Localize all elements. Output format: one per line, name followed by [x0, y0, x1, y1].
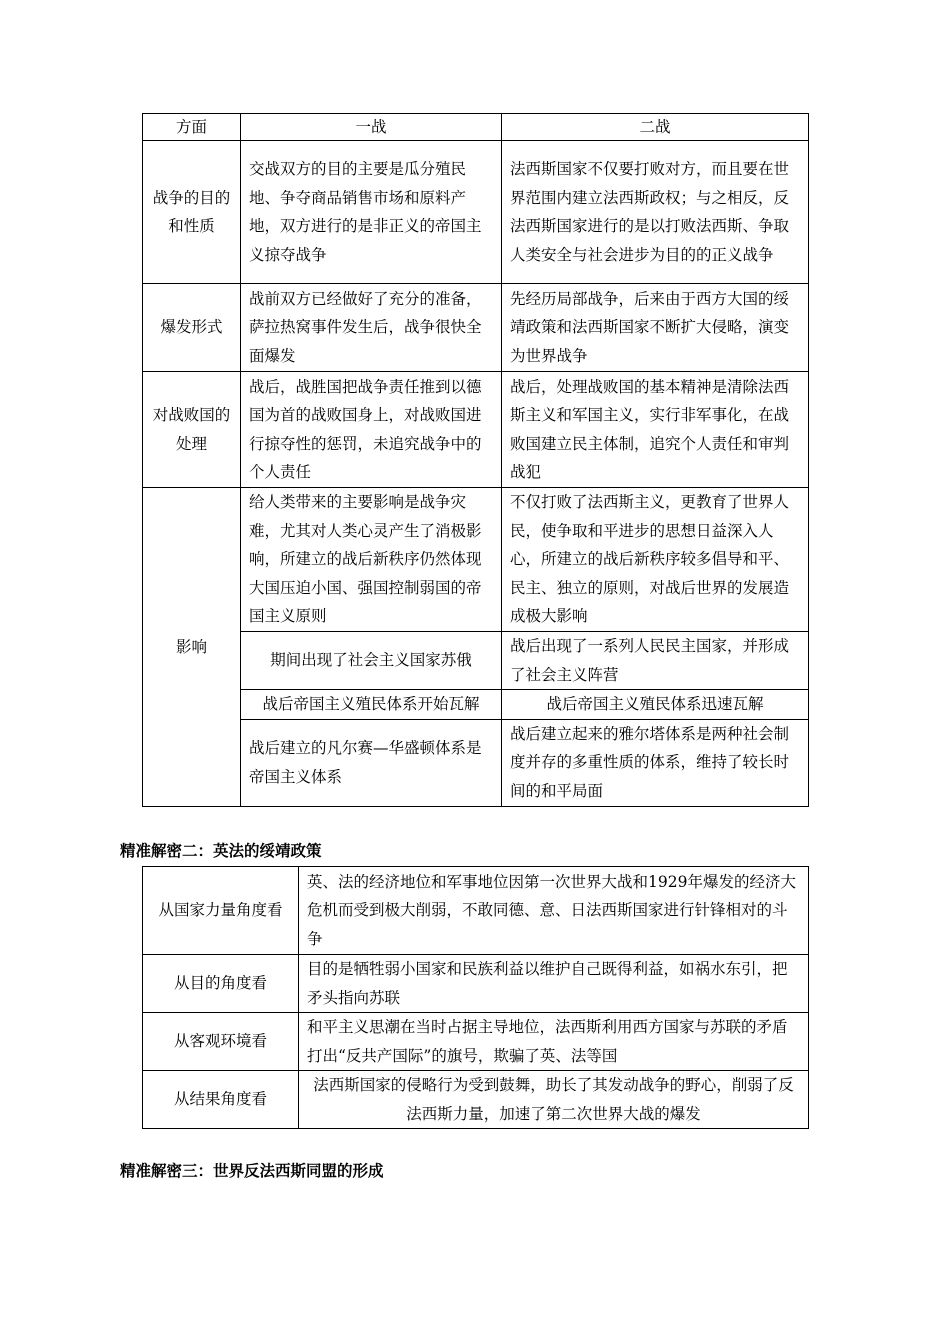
perspective-text: 和平主义思潮在当时占据主导地位，法西斯利用西方国家与苏联的矛盾打出“反共产国际”的旗号，欺骗了英、法等国 [299, 1013, 809, 1071]
header-aspect: 方面 [143, 114, 241, 141]
perspective-label: 从国家力量角度看 [143, 867, 299, 955]
table-row [143, 690, 809, 720]
ww1-cell: 给人类带来的主要影响是战争灾难，尤其对人类心灵产生了消极影响，所建立的战后新秩序仍然体现大国压迫小国、强国控制弱国的帝国主义原则 [241, 488, 502, 632]
ww2-cell: 先经历局部战争，后来由于西方大国的绥靖政策和法西斯国家不断扩大侵略，演变为世界战争 [502, 284, 809, 372]
aspect-cell: 对战败国的处理 [143, 372, 241, 488]
perspective-label: 从目的角度看 [143, 955, 299, 1013]
ww2-cell: 不仅打败了法西斯主义，更教育了世界人民，使争取和平进步的思想日益深入人心，所建立的战后新秩序较多倡导和平、民主、独立的原则，对战后世界的发展造成极大影响 [502, 488, 809, 632]
table-row [143, 719, 809, 806]
perspective-text: 法西斯国家的侵略行为受到鼓舞，助长了其发动战争的野心，削弱了反法西斯力量，加速了第二次世界大战的爆发 [299, 1071, 809, 1129]
ww1-cell: 战后帝国主义殖民体系开始瓦解 [241, 690, 502, 720]
ww1-cell: 战后建立的凡尔赛—华盛顿体系是帝国主义体系 [241, 719, 502, 806]
perspective-label: 从客观环境看 [143, 1013, 299, 1071]
ww2-cell: 法西斯国家不仅要打败对方，而且要在世界范围内建立法西斯政权；与之相反，反法西斯国家进行的是以打败法西斯、争取人类安全与社会进步为目的的正义战争 [502, 141, 809, 284]
ww1-cell: 战后，战胜国把战争责任推到以德国为首的战败国身上，对战败国进行掠夺性的惩罚，未追究战争中的个人责任 [241, 372, 502, 488]
ww1-cell: 期间出现了社会主义国家苏俄 [241, 632, 502, 690]
section-heading-appeasement: 精准解密二：英法的绥靖政策 [120, 841, 322, 860]
ww2-cell: 战后建立起来的雅尔塔体系是两种社会制度并存的多重性质的体系，维持了较长时间的和平局面 [502, 719, 809, 806]
ww2-cell: 战后出现了一系列人民民主国家，并形成了社会主义阵营 [502, 632, 809, 690]
table-row [143, 1013, 809, 1071]
table-row [143, 284, 809, 372]
section-heading-alliance: 精准解密三：世界反法西斯同盟的形成 [120, 1161, 384, 1180]
aspect-cell: 爆发形式 [143, 284, 241, 372]
ww1-cell: 交战双方的目的主要是瓜分殖民地、争夺商品销售市场和原料产地，双方进行的是非正义的帝国主义掠夺战争 [241, 141, 502, 284]
ww2-cell: 战后，处理战败国的基本精神是清除法西斯主义和军国主义，实行非军事化，在战败国建立民主体制，追究个人责任和审判战犯 [502, 372, 809, 488]
header-ww1: 一战 [241, 114, 502, 141]
table-header-row [143, 114, 809, 141]
comparison-table [142, 113, 809, 807]
perspective-text: 目的是牺牲弱小国家和民族利益以维护自己既得利益，如祸水东引，把矛头指向苏联 [299, 955, 809, 1013]
ww2-cell: 战后帝国主义殖民体系迅速瓦解 [502, 690, 809, 720]
table-row [143, 141, 809, 284]
aspect-cell-influence: 影响 [143, 488, 241, 807]
table-row [143, 632, 809, 690]
table-row [143, 955, 809, 1013]
table-row [143, 1071, 809, 1129]
table-row [143, 867, 809, 955]
perspective-label: 从结果角度看 [143, 1071, 299, 1129]
table-row [143, 488, 809, 632]
perspective-text: 英、法的经济地位和军事地位因第一次世界大战和1929年爆发的经济大危机而受到极大削弱，不敢同德、意、日法西斯国家进行针锋相对的斗争 [299, 867, 809, 955]
table-row [143, 372, 809, 488]
ww1-cell: 战前双方已经做好了充分的准备，萨拉热窝事件发生后，战争很快全面爆发 [241, 284, 502, 372]
header-ww2: 二战 [502, 114, 809, 141]
appeasement-table [142, 866, 809, 1129]
aspect-cell: 战争的目的和性质 [143, 141, 241, 284]
